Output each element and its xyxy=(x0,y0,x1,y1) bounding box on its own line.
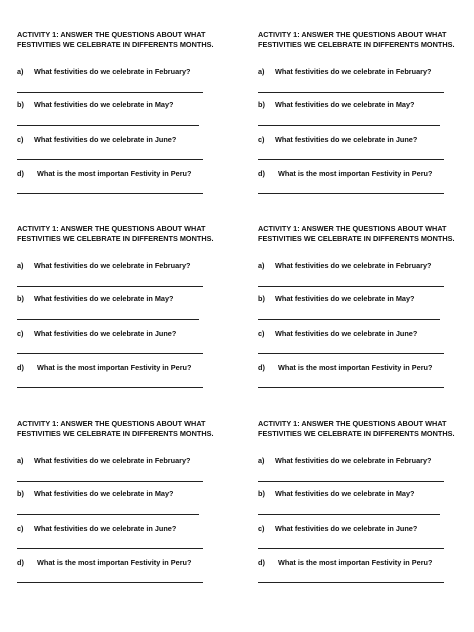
question-letter: a) xyxy=(17,67,24,76)
question-letter: c) xyxy=(258,524,265,533)
question-a xyxy=(258,261,432,271)
title-line-2: FESTIVITIES WE CELEBRATE IN DIFFERENTS MONTHS. xyxy=(17,429,214,438)
answer-line[interactable] xyxy=(258,548,444,549)
answer-line[interactable] xyxy=(258,319,440,320)
question-letter: a) xyxy=(258,456,265,465)
question-c xyxy=(17,329,176,339)
title-line-1: ACTIVITY 1: ANSWER THE QUESTIONS ABOUT WHAT xyxy=(17,30,206,39)
question-b xyxy=(17,489,174,499)
question-text: What festivities do we celebrate in February? xyxy=(34,67,191,76)
question-text: What festivities do we celebrate in May? xyxy=(275,100,415,109)
question-letter: d) xyxy=(258,558,265,567)
activity-title xyxy=(258,30,458,50)
question-text: What festivities do we celebrate in May? xyxy=(34,294,174,303)
activity-title xyxy=(258,419,458,439)
question-text: What festivities do we celebrate in June? xyxy=(275,329,418,338)
question-a xyxy=(258,67,432,77)
question-c xyxy=(17,135,176,145)
answer-line[interactable] xyxy=(258,353,444,354)
question-letter: a) xyxy=(17,456,24,465)
question-d xyxy=(17,169,191,179)
question-text: What is the most importan Festivity in Peru? xyxy=(37,558,192,567)
question-c xyxy=(258,135,417,145)
question-text: What festivities do we celebrate in June? xyxy=(34,135,177,144)
title-line-2: FESTIVITIES WE CELEBRATE IN DIFFERENTS MONTHS. xyxy=(17,234,214,243)
question-a xyxy=(17,261,191,271)
question-letter: c) xyxy=(258,329,265,338)
question-text: What festivities do we celebrate in February? xyxy=(275,261,432,270)
question-letter: c) xyxy=(17,135,24,144)
answer-line[interactable] xyxy=(258,92,444,93)
question-text: What festivities do we celebrate in May? xyxy=(34,100,174,109)
question-letter: d) xyxy=(17,558,24,567)
answer-line[interactable] xyxy=(258,286,444,287)
question-text: What is the most importan Festivity in Peru? xyxy=(37,363,192,372)
question-text: What festivities do we celebrate in June? xyxy=(34,524,177,533)
question-text: What is the most importan Festivity in Peru? xyxy=(37,169,192,178)
answer-line[interactable] xyxy=(17,193,203,194)
answer-line[interactable] xyxy=(258,514,440,515)
question-text: What is the most importan Festivity in Peru? xyxy=(278,558,433,567)
activity-block xyxy=(17,30,217,178)
question-text: What festivities do we celebrate in February? xyxy=(34,261,191,270)
question-a xyxy=(258,456,432,466)
question-b xyxy=(258,489,415,499)
question-letter: a) xyxy=(258,67,265,76)
question-text: What festivities do we celebrate in February? xyxy=(34,456,191,465)
answer-line[interactable] xyxy=(258,193,444,194)
question-a xyxy=(17,456,191,466)
activity-title xyxy=(258,224,458,244)
question-c xyxy=(17,524,176,534)
title-line-1: ACTIVITY 1: ANSWER THE QUESTIONS ABOUT WHAT xyxy=(258,419,447,428)
question-d xyxy=(258,558,432,568)
answer-line[interactable] xyxy=(17,353,203,354)
question-text: What festivities do we celebrate in June? xyxy=(275,135,418,144)
question-b xyxy=(17,294,174,304)
question-text: What is the most importan Festivity in Peru? xyxy=(278,169,433,178)
question-b xyxy=(17,100,174,110)
answer-line[interactable] xyxy=(17,514,199,515)
question-text: What is the most importan Festivity in Peru? xyxy=(278,363,433,372)
title-line-2: FESTIVITIES WE CELEBRATE IN DIFFERENTS MONTHS. xyxy=(258,234,455,243)
question-b xyxy=(258,100,415,110)
question-text: What festivities do we celebrate in May? xyxy=(275,294,415,303)
title-line-2: FESTIVITIES WE CELEBRATE IN DIFFERENTS MONTHS. xyxy=(258,40,455,49)
question-letter: b) xyxy=(17,489,24,498)
question-d xyxy=(17,363,191,373)
question-text: What festivities do we celebrate in May? xyxy=(34,489,174,498)
question-letter: b) xyxy=(258,294,265,303)
title-line-1: ACTIVITY 1: ANSWER THE QUESTIONS ABOUT WHAT xyxy=(17,224,206,233)
question-d xyxy=(17,558,191,568)
question-text: What festivities do we celebrate in February? xyxy=(275,456,432,465)
question-c xyxy=(258,524,417,534)
title-line-1: ACTIVITY 1: ANSWER THE QUESTIONS ABOUT WHAT xyxy=(258,30,447,39)
question-text: What festivities do we celebrate in February? xyxy=(275,67,432,76)
answer-line[interactable] xyxy=(17,319,199,320)
activity-block xyxy=(258,419,458,567)
question-letter: a) xyxy=(258,261,265,270)
question-a xyxy=(17,67,191,77)
question-letter: c) xyxy=(17,524,24,533)
title-line-2: FESTIVITIES WE CELEBRATE IN DIFFERENTS MONTHS. xyxy=(258,429,455,438)
question-letter: d) xyxy=(258,169,265,178)
question-c xyxy=(258,329,417,339)
question-b xyxy=(258,294,415,304)
activity-block xyxy=(258,30,458,178)
activity-block xyxy=(258,224,458,372)
answer-line[interactable] xyxy=(17,286,203,287)
activity-block xyxy=(17,224,217,372)
question-letter: b) xyxy=(258,100,265,109)
answer-line[interactable] xyxy=(258,125,440,126)
answer-line[interactable] xyxy=(17,125,199,126)
question-letter: b) xyxy=(17,294,24,303)
activity-title xyxy=(17,224,217,244)
title-line-1: ACTIVITY 1: ANSWER THE QUESTIONS ABOUT WHAT xyxy=(258,224,447,233)
question-text: What festivities do we celebrate in June? xyxy=(34,329,177,338)
question-letter: b) xyxy=(17,100,24,109)
question-letter: c) xyxy=(258,135,265,144)
question-letter: d) xyxy=(17,169,24,178)
question-letter: d) xyxy=(258,363,265,372)
question-text: What festivities do we celebrate in May? xyxy=(275,489,415,498)
question-d xyxy=(258,363,432,373)
answer-line[interactable] xyxy=(258,159,444,160)
answer-line[interactable] xyxy=(17,387,203,388)
title-line-1: ACTIVITY 1: ANSWER THE QUESTIONS ABOUT WHAT xyxy=(17,419,206,428)
question-d xyxy=(258,169,432,179)
answer-line[interactable] xyxy=(258,582,444,583)
answer-line[interactable] xyxy=(17,548,203,549)
answer-line[interactable] xyxy=(258,481,444,482)
answer-line[interactable] xyxy=(17,159,203,160)
activity-title xyxy=(17,419,217,439)
question-text: What festivities do we celebrate in June? xyxy=(275,524,418,533)
answer-line[interactable] xyxy=(17,582,203,583)
answer-line[interactable] xyxy=(17,92,203,93)
question-letter: c) xyxy=(17,329,24,338)
title-line-2: FESTIVITIES WE CELEBRATE IN DIFFERENTS MONTHS. xyxy=(17,40,214,49)
activity-block xyxy=(17,419,217,567)
question-letter: d) xyxy=(17,363,24,372)
activity-title xyxy=(17,30,217,50)
question-letter: b) xyxy=(258,489,265,498)
question-letter: a) xyxy=(17,261,24,270)
answer-line[interactable] xyxy=(17,481,203,482)
answer-line[interactable] xyxy=(258,387,444,388)
